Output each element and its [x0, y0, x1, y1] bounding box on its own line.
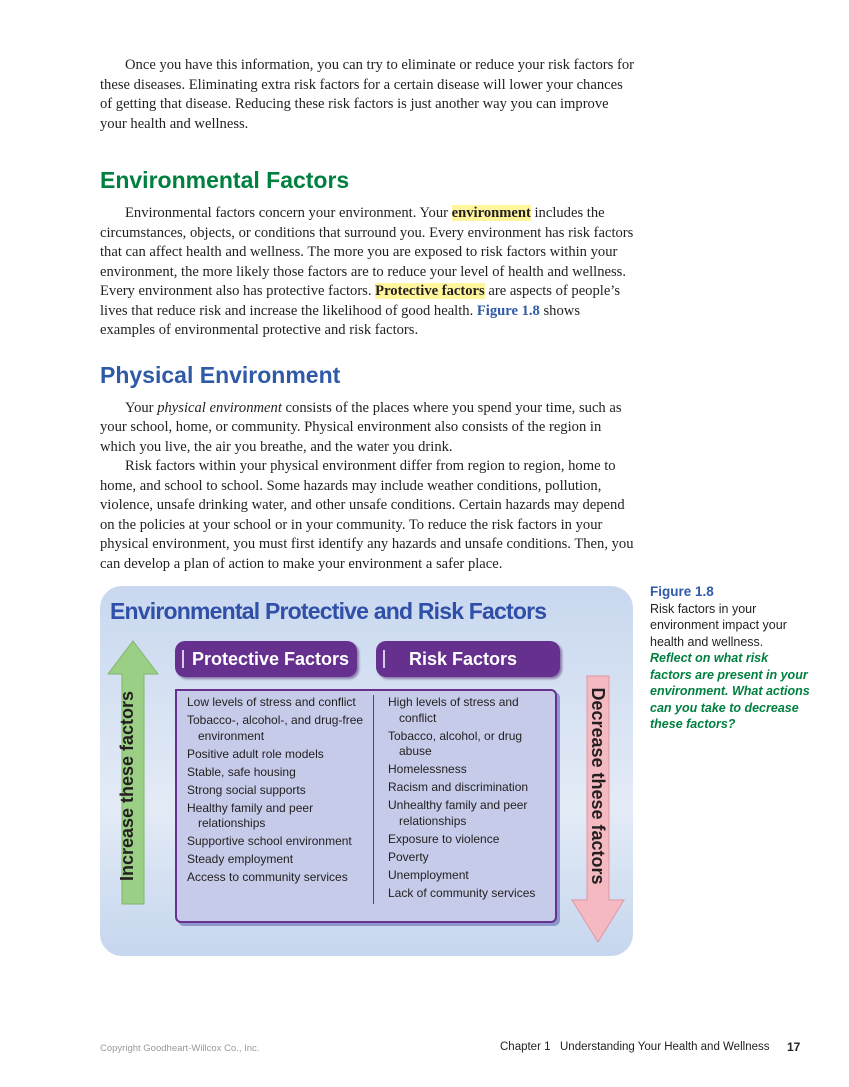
list-item: Racism and discrimination	[388, 780, 529, 794]
chapter-number: Chapter 1	[500, 1041, 551, 1053]
physical-paragraphs	[100, 399, 637, 575]
figure-title: Environmental Protective and Risk Factors	[110, 598, 547, 624]
caption-text: Risk factors in your environment impact your health and wellness.	[650, 601, 787, 649]
figure-1-8	[100, 586, 633, 956]
intro-paragraph: Once you have this information, you can try to eliminate or reduce your risk factors for these diseases. Eliminating extra risk factors for a certain disease will lower your chances of getting that disease. Reducing these risk factors is just another way you can improve your health and wellness.	[100, 57, 634, 132]
risk-factors-header: Risk Factors	[376, 641, 560, 677]
environment-paragraph: Environmental factors concern your environment. Your environment includes the circumstances, objects, or conditions that surround you. Every environment has risk factors that can affect health and wellness. The more you are exposed to risk factors within your environment, the more likely those factors are to reduce your level of health and wellness. Every environment also has protective factors. Protective factors are aspects of people’s lives that reduce risk and increase the likelihood of good health. Figure 1.8 shows examples of environmental protective and risk factors.	[100, 205, 634, 338]
increase-label: Increase these factors	[117, 690, 137, 882]
protective-list	[177, 695, 374, 904]
list-item: Exposure to violence	[388, 831, 500, 846]
paragraph: Risk factors within your physical environment differ from region to region, home to home, and school to school. Some hazards may include weather conditions, pollution, violence, unsafe drinking water, and other unsafe conditions. Certain hazards may depend on the policies at your school or in your community. To reduce the risk factors in your physical environment, you must first identify any hazards and unsafe conditions. Then, you can develop a plan of action to make your environment a safer place.	[100, 458, 634, 572]
list-item: Access to community services	[187, 870, 348, 884]
list-item: Unemployment	[388, 867, 469, 882]
list-item: Tobacco, alcohol, or drug abuse	[388, 728, 523, 758]
list-item: Low levels of stress and conflict	[187, 695, 356, 709]
list-item: Steady employment	[187, 852, 294, 866]
figure-caption	[650, 584, 810, 733]
protective-factors-header: Protective Factors	[175, 641, 357, 677]
section-heading: Environmental Factors	[100, 167, 350, 193]
list-item: High levels of stress and conflict	[388, 695, 519, 725]
list-item: Lack of community services	[388, 885, 536, 900]
page-content	[100, 56, 810, 956]
list-item: Supportive school environment	[187, 834, 352, 848]
caption-label: Figure 1.8	[650, 584, 714, 599]
figure-link[interactable]: Figure 1.8	[476, 302, 540, 319]
list-item: Homelessness	[388, 762, 467, 776]
caption-question: Reflect on what risk factors are present in your environment. What actions can you take to decrease these factors?	[650, 651, 810, 731]
key-term: Protective factors	[375, 283, 485, 299]
paragraph: Your physical environment consists of the places where you spend your time, such as your school, home, or community. Physical environment also consists of the region in which you live, the air you breathe, and the water you drink.	[100, 399, 622, 455]
figure-row	[100, 584, 810, 956]
subsection-heading: Physical Environment	[100, 361, 341, 388]
list-item: Healthy family and peer relationships	[187, 800, 314, 830]
chapter-title: Understanding Your Health and Wellness	[560, 1041, 770, 1053]
risk-list	[388, 695, 550, 904]
factors-table	[175, 689, 557, 923]
decrease-label: Decrease these factors	[588, 687, 608, 885]
key-term: environment	[451, 205, 531, 221]
list-item: Poverty	[388, 849, 429, 864]
list-item: Stable, safe housing	[187, 764, 296, 779]
list-item: Strong social supports	[187, 782, 306, 797]
page-number: 17	[787, 1040, 801, 1054]
copyright: Copyright Goodheart-Willcox Co., Inc.	[100, 1043, 260, 1054]
list-item: Unhealthy family and peer relationships	[388, 798, 528, 828]
list-item: Positive adult role models	[187, 746, 324, 761]
list-item: Tobacco-, alcohol-, and drug-free environment	[187, 713, 364, 743]
